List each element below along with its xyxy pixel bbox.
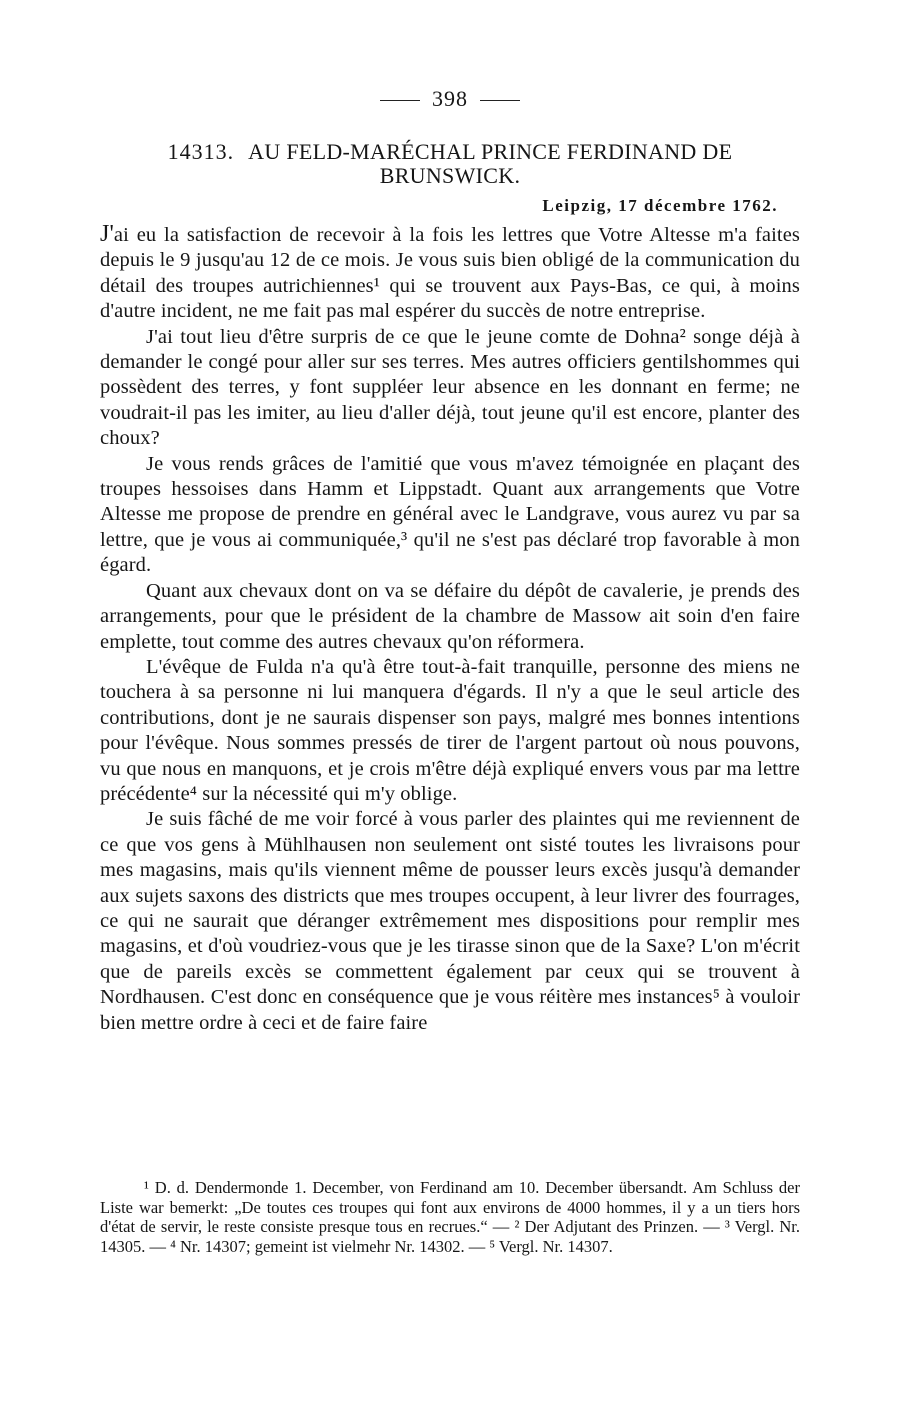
letter-addressee: AU FELD-MARÉCHAL PRINCE FERDINAND DE BRUNSWICK. [248,139,733,188]
paragraph: L'évêque de Fulda n'a qu'à être tout-à-fait tranquille, personne des miens ne touchera à sa personne ni lui manquera d'égards. Il n'y a que le seul article des contributions, dont je ne saurais dispenser son pays, malgré mes bonnes intentions pour l'évêque. Nous sommes pressés de tirer de l'argent partout où nous pouvons, vu que nous en manquons, et je crois m'être déjà expliqué envers vous par ma lettre précédente⁴ sur la nécessité qui m'y oblige. [100,655,800,805]
letter-dateline: Leipzig, 17 décembre 1762. [542,196,778,215]
page-number-dash-right [480,100,520,101]
paragraph: J'ai tout lieu d'être surpris de ce que le jeune comte de Dohna² songe déjà à demander le congé pour aller sur ses terres. Mes autres officiers gentilshommes qui possèdent des terres, y font suppléer leur absence en les donnant en ferme; ne voudrait-il pas les imiter, au lieu d'aller déjà, tout jeune qu'il est encore, planter des choux? [100,325,800,450]
page-number-dash-left [380,100,420,101]
footnote-text: ¹ D. d. Dendermonde 1. December, von Ferdinand am 10. December übersandt. Am Schluss der Liste war bemerkt: „De toutes ces troupes qui font aux environs de 4000 hommes, il y a un tiers hors d'état de servir, le reste consiste presque tous en recrues.“ — ² Der Adjutant des Prinzen. — ³ Vergl. Nr. 14305. — ⁴ Nr. 14307; gemeint ist vielmehr Nr. 14302. — ⁵ Vergl. Nr. 14307. [100,1178,800,1256]
letter-body [100,222,800,1036]
paragraph: Quant aux chevaux dont on va se défaire du dépôt de cavalerie, je prends des arrangements, pour que le président de la chambre de Massow ait soin d'en faire emplette, tout comme des autres chevaux qu'on réformera. [100,579,800,653]
page-number [0,86,900,112]
paragraph: Je vous rends grâces de l'amitié que vous m'avez témoignée en plaçant des troupes hessoises dans Hamm et Lippstadt. Quant aux arrangements que Votre Altesse me propose de prendre en général avec le Landgrave, vous aurez vu par sa lettre, que je vous ai communiquée,³ qu'il ne s'est pas déclaré trop favorable à mon égard. [100,452,800,577]
paragraph: J'ai eu la satisfaction de recevoir à la fois les lettres que Votre Altesse m'a faites depuis le 9 jusqu'au 12 de ce mois. Je vous suis bien obligé de la communication du détail des troupes autrichiennes¹ qui se trouvent aux Pays-Bas, ce qui, à moins d'autre incident, ne me fait pas mal espérer du succès de notre entreprise. [100,221,800,323]
paragraph: Je suis fâché de me voir forcé à vous parler des plaintes qui me reviennent de ce que vos gens à Mühlhausen non seulement ont sisté toutes les livraisons pour mes magasins, mais qu'ils viennent même de pousser leurs excès jusqu'à demander aux sujets saxons des districts que mes troupes occupent, à leur livrer des fourrages, ce qui ne saurait que déranger extrêmement mes dispositions pour remplir mes magasins, et d'où voudriez-vous que je les tirasse sinon que de la Saxe? L'on m'écrit que de pareils excès se commettent également par ceux qui se trouvent à Nordhausen. C'est donc en conséquence que je vous réitère mes instances⁵ à vouloir bien mettre ordre à ceci et de faire faire [100,808,800,1034]
page-number-text: 398 [432,86,468,111]
letter-heading [100,140,800,188]
footnotes [100,1178,800,1256]
letter-number: 14313. [167,139,235,164]
